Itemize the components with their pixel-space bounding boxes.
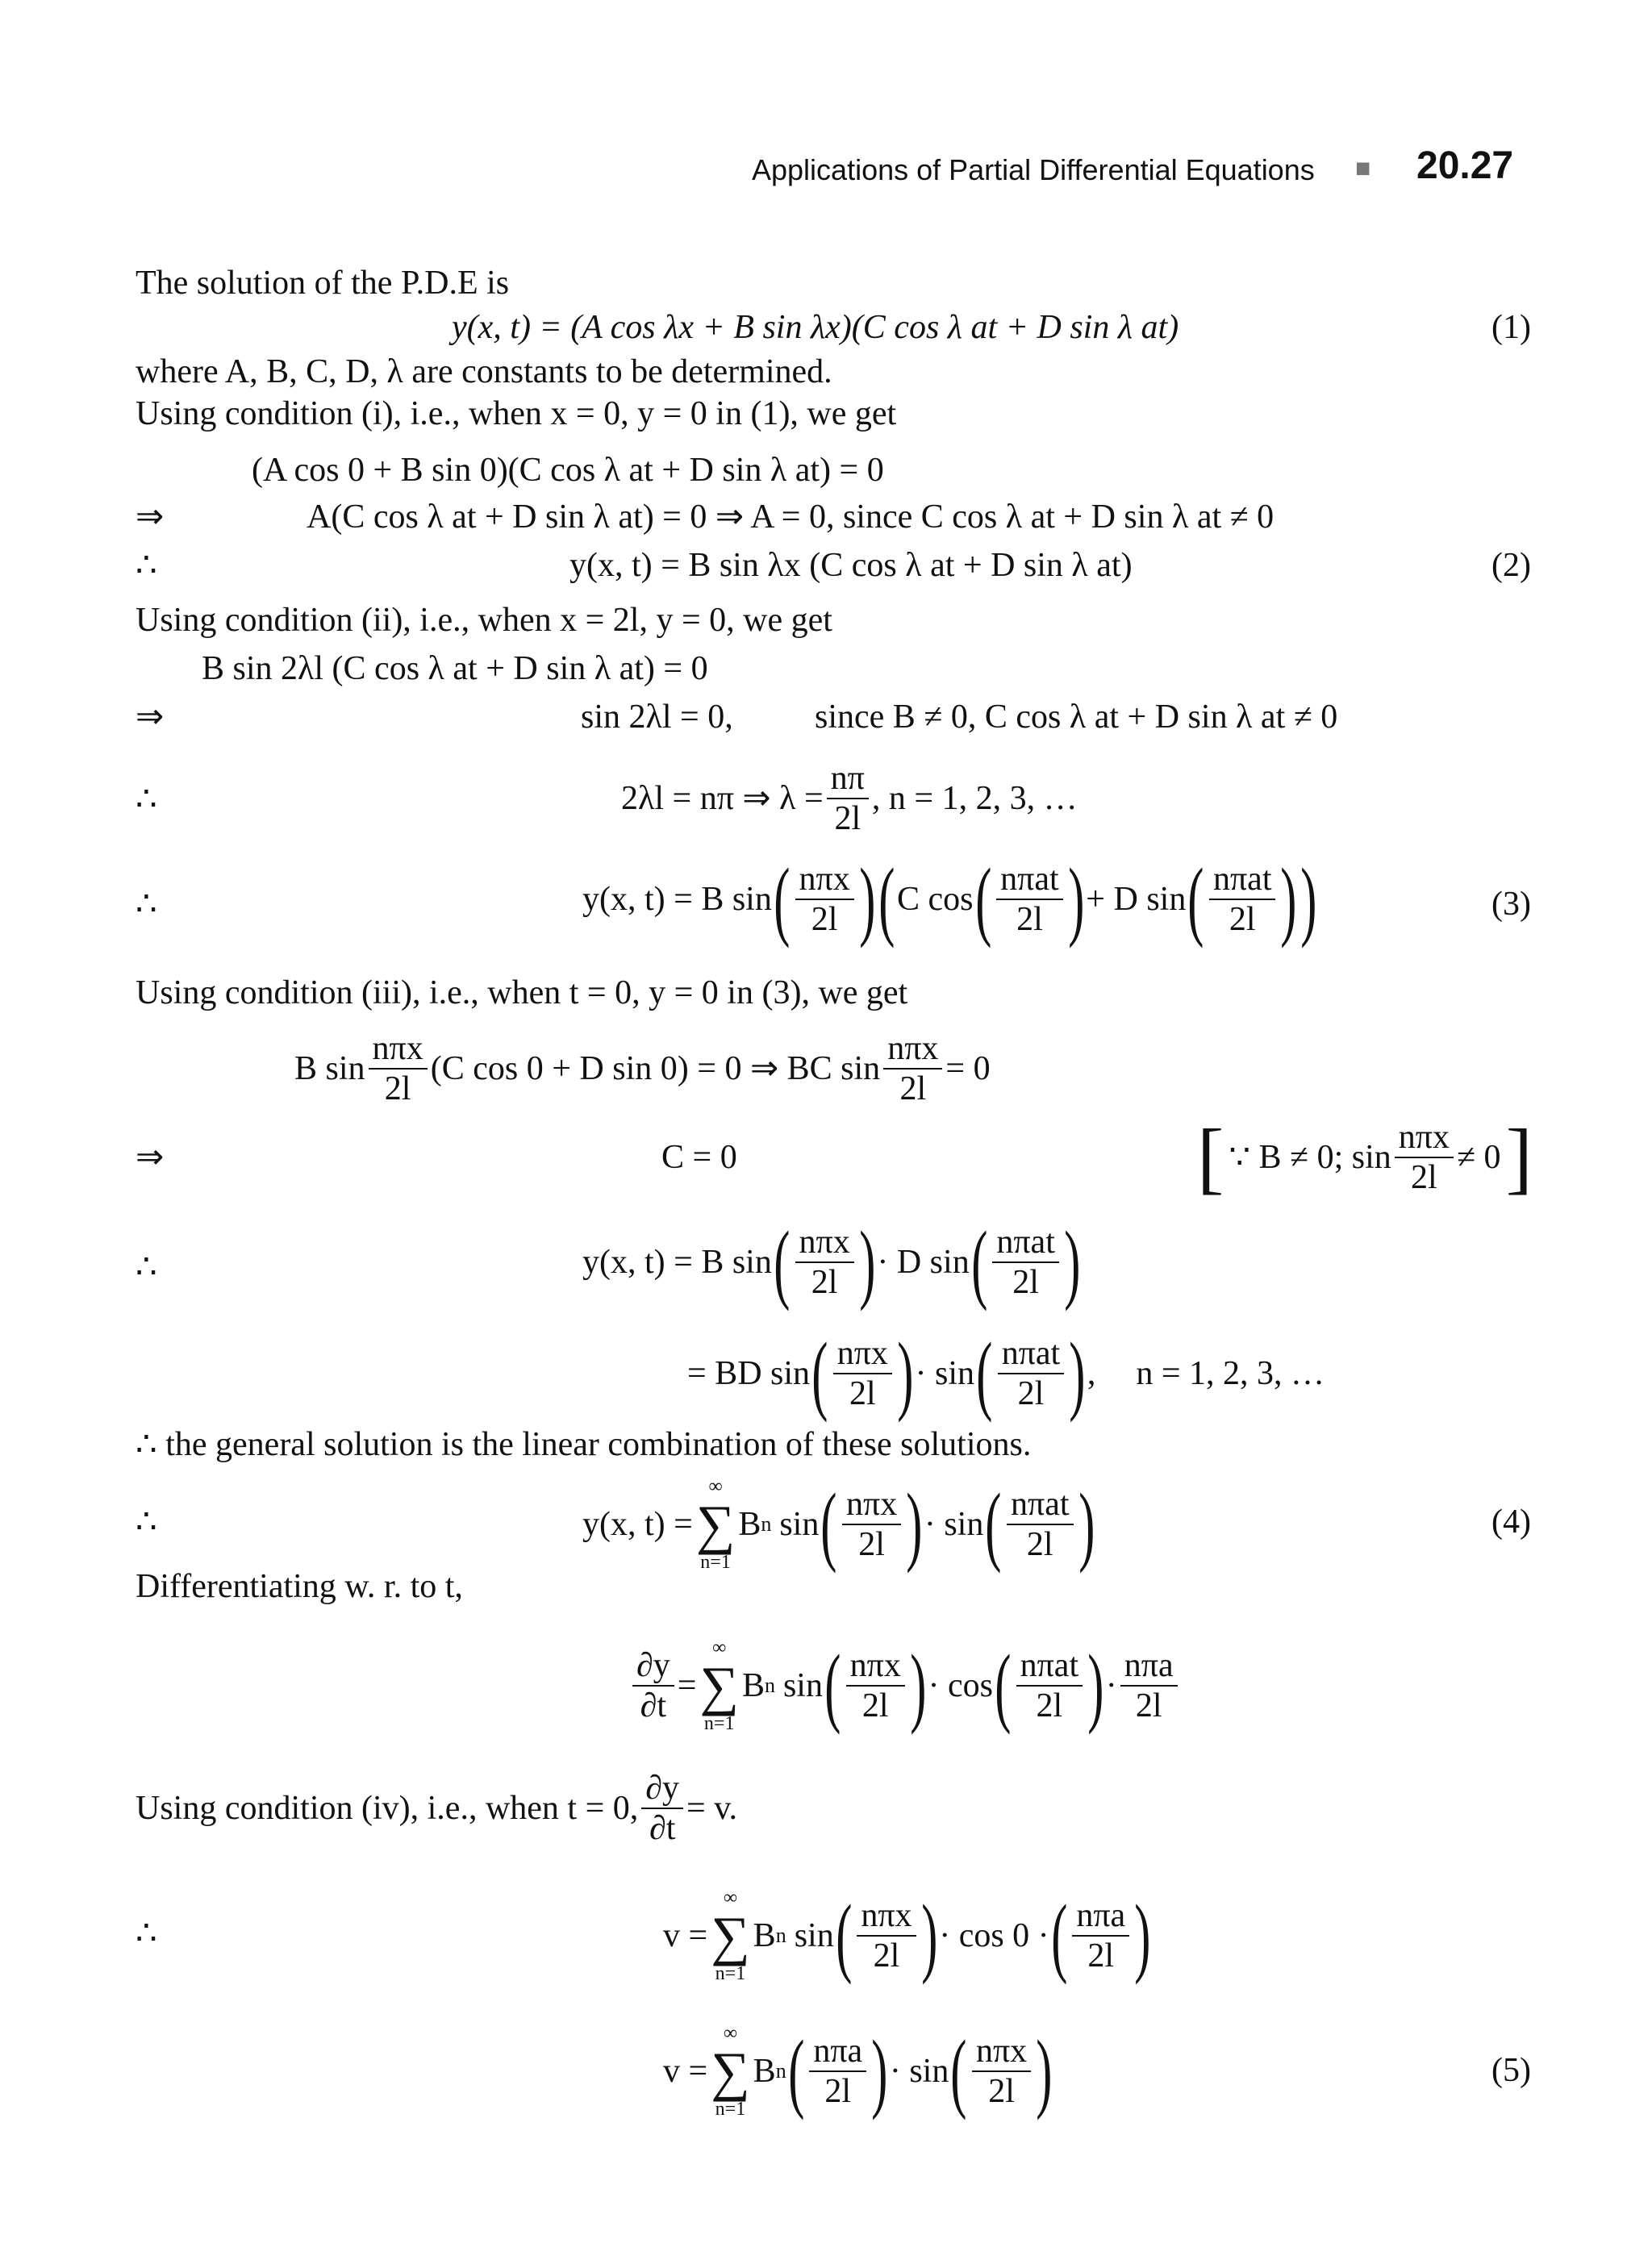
header-square-icon: ■ xyxy=(1355,153,1371,182)
term: = v. xyxy=(686,1790,738,1827)
numerator: nπx xyxy=(883,1032,942,1070)
equation-number-3: (3) xyxy=(1491,886,1531,923)
summation xyxy=(711,2023,749,2120)
condition-ii-text: Using condition (ii), i.e., when x = 2l, y = 0, we get xyxy=(136,602,832,639)
condition-iv-line xyxy=(136,1768,737,1849)
n-range: n = 1, 2, 3, … xyxy=(1136,1355,1325,1392)
fraction-npat xyxy=(998,1337,1065,1411)
term: = 0 xyxy=(945,1050,991,1087)
numerator: nπ xyxy=(827,761,869,799)
therefore-symbol: ∴ xyxy=(136,1249,157,1286)
lambda-equation xyxy=(621,754,1078,843)
lower-limit: n=1 xyxy=(700,1552,731,1573)
fraction-npx xyxy=(1395,1120,1454,1195)
term: sin xyxy=(794,1917,834,1954)
denominator: 2l xyxy=(873,1937,900,1975)
page-number: 20.27 xyxy=(1416,144,1514,187)
denominator: 2l xyxy=(1135,1687,1162,1724)
equation-1: y(x, t) = (A cos λx + B sin λx)(C cos λ at + D sin λ at) xyxy=(452,309,1179,346)
term: ≠ 0 xyxy=(1457,1139,1501,1176)
numerator: nπat xyxy=(998,1337,1065,1374)
lower-limit: n=1 xyxy=(715,2099,746,2120)
fraction-npx xyxy=(369,1032,428,1106)
fraction-npx xyxy=(833,1337,892,1411)
numerator: nπx xyxy=(857,1899,916,1937)
condition-iii-text: Using condition (iii), i.e., when t = 0, y = 0 in (3), we get xyxy=(136,974,908,1011)
numerator: nπx xyxy=(369,1032,428,1070)
denominator: 2l xyxy=(834,800,861,837)
numerator: nπx xyxy=(795,1225,854,1263)
fraction-npx xyxy=(846,1649,905,1723)
denominator: 2l xyxy=(1087,1937,1115,1975)
numerator: nπx xyxy=(795,862,854,900)
coefficient: B xyxy=(741,1667,765,1704)
implies-symbol: ⇒ xyxy=(136,498,165,536)
equals: = xyxy=(677,1667,697,1704)
lhs: y(x, t) = B sin xyxy=(582,1244,772,1281)
product-solution-bd: = BD sin ( nπx 2l ) · sin ( nπat 2l ) , n = 1, 2, 3, … xyxy=(687,1324,1325,1423)
differentiating-text: Differentiating w. r. to t, xyxy=(136,1568,463,1605)
n-range: , n = 1, 2, 3, … xyxy=(871,780,1078,817)
coefficient: B xyxy=(753,1917,776,1954)
fraction-npx xyxy=(972,2034,1031,2108)
term: C cos xyxy=(897,881,974,918)
upper-limit: ∞ xyxy=(708,1475,723,1497)
condition-iii-equation xyxy=(294,1024,991,1113)
numerator: nπat xyxy=(1209,862,1276,900)
denominator: 2l xyxy=(824,2073,852,2110)
fraction-dy-dt xyxy=(641,1771,683,1845)
numerator: nπat xyxy=(1007,1487,1074,1525)
therefore-symbol: ∴ xyxy=(136,781,157,818)
denominator: ∂t xyxy=(640,1687,667,1724)
term: · cos 0 · xyxy=(939,1917,1049,1954)
condition-i-equation: (A cos 0 + B sin 0)(C cos λ at + D sin λ at) = 0 xyxy=(252,452,884,489)
lhs: y(x, t) = B sin xyxy=(582,881,772,918)
denominator: 2l xyxy=(384,1070,411,1107)
term: ∵ B ≠ 0; sin xyxy=(1229,1139,1391,1176)
fraction-npx xyxy=(857,1899,916,1973)
equation-number-5: (5) xyxy=(1491,2052,1531,2089)
equation-3: y(x, t) = B sin ( nπx 2l ) ( C cos ( nπat 2l ) + D sin ( nπat 2l ) ) xyxy=(582,850,1317,949)
term: · sin xyxy=(924,1506,984,1543)
denominator: 2l xyxy=(1017,1375,1045,1412)
numerator: nπat xyxy=(996,862,1063,900)
fraction-npat xyxy=(1209,862,1276,936)
subscript: n xyxy=(761,1512,772,1536)
term: + D sin xyxy=(1086,881,1187,918)
comma: , xyxy=(1087,1355,1096,1392)
fraction-npa xyxy=(1072,1899,1129,1973)
upper-limit: ∞ xyxy=(712,1637,727,1658)
sigma-symbol: ∑ xyxy=(699,1655,739,1716)
general-solution-text: ∴ the general solution is the linear combination of these solutions. xyxy=(136,1426,1032,1463)
numerator: nπx xyxy=(842,1487,901,1525)
denominator: 2l xyxy=(1026,1526,1053,1563)
therefore-symbol: ∴ xyxy=(136,1915,157,1952)
denominator: 2l xyxy=(811,1264,838,1301)
therefore-symbol: ∴ xyxy=(136,547,157,584)
denominator: 2l xyxy=(1229,901,1256,938)
equation-2: y(x, t) = B sin λx (C cos λ at + D sin λ at) xyxy=(569,547,1133,584)
fraction-npat xyxy=(1007,1487,1074,1562)
fraction-npat xyxy=(996,862,1063,936)
denominator: 2l xyxy=(811,901,838,938)
sigma-symbol: ∑ xyxy=(711,1905,750,1966)
sigma-symbol: ∑ xyxy=(711,2041,750,2102)
reason-bracket: [ ∵ B ≠ 0; sin nπx 2l ≠ 0 ] xyxy=(1197,1112,1533,1202)
fraction-dy-dt xyxy=(632,1649,674,1723)
term: sin xyxy=(779,1506,820,1543)
numerator: nπa xyxy=(1072,1899,1129,1937)
lower-limit: n=1 xyxy=(703,1713,735,1734)
term: · sin xyxy=(915,1355,975,1392)
upper-limit: ∞ xyxy=(723,2022,737,2044)
numerator: nπx xyxy=(1395,1120,1454,1158)
term: = BD sin xyxy=(687,1355,811,1392)
initial-velocity-equation: v = ∞ ∑ n=1 B n sin ( nπx 2l ) · cos 0 · ( nπa 2l ) xyxy=(663,1887,1151,1985)
sin-2-lambda-l-zero: sin 2λl = 0, xyxy=(581,698,733,736)
lower-limit: n=1 xyxy=(715,1963,746,1984)
numerator: nπx xyxy=(833,1337,892,1374)
lhs: v = xyxy=(663,1917,708,1954)
denominator: 2l xyxy=(1036,1687,1063,1724)
product-solution: y(x, t) = B sin ( nπx 2l ) · D sin ( nπat 2l ) xyxy=(582,1213,1081,1311)
fraction-npx xyxy=(842,1487,901,1562)
fraction-n-pi-2l xyxy=(827,761,869,836)
lambda-lhs: 2λl = nπ ⇒ λ = xyxy=(621,780,824,817)
upper-limit: ∞ xyxy=(723,1887,737,1908)
condition-ii-equation: B sin 2λl (C cos λ at + D sin λ at) = 0 xyxy=(202,650,708,687)
implies-symbol: ⇒ xyxy=(136,698,165,736)
term: sin xyxy=(782,1667,823,1704)
summation xyxy=(711,1887,749,1985)
term: · D sin xyxy=(877,1244,970,1281)
nonzero-condition: since B ≠ 0, C cos λ at + D sin λ at ≠ 0 xyxy=(815,698,1338,736)
intro-text: The solution of the P.D.E is xyxy=(136,265,510,302)
denominator: 2l xyxy=(858,1526,885,1563)
equation-number-4: (4) xyxy=(1491,1503,1531,1541)
equation-4: y(x, t) = ∞ ∑ n=1 B n sin ( nπx 2l ) · sin ( nπat 2l ) xyxy=(582,1475,1095,1574)
implies-symbol: ⇒ xyxy=(136,1139,165,1176)
term: · cos xyxy=(928,1667,993,1704)
term: B sin xyxy=(294,1050,365,1087)
coefficient: B xyxy=(753,2053,776,2090)
denominator: 2l xyxy=(988,2073,1015,2110)
denominator: ∂t xyxy=(649,1810,676,1847)
fraction-npx xyxy=(795,1225,854,1299)
fraction-npa xyxy=(1120,1649,1178,1723)
denominator: 2l xyxy=(1012,1264,1039,1301)
condition-i-text: Using condition (i), i.e., when x = 0, y = 0 in (1), we get xyxy=(136,395,897,432)
summation xyxy=(699,1637,738,1735)
lhs: y(x, t) = xyxy=(582,1506,693,1543)
derivative-equation: $\frac{\partial y}{\partial t}$ = ∞ ∑ n=1 B n sin ( nπx 2l ) · cos ( nπat 2l ) · nπa 2l xyxy=(629,1629,1181,1742)
term: (C cos 0 + D sin 0) = 0 ⇒ BC sin xyxy=(430,1050,881,1087)
therefore-symbol: ∴ xyxy=(136,886,157,923)
fraction-npat xyxy=(1016,1649,1083,1723)
equation-number-1: (1) xyxy=(1491,309,1531,346)
sigma-symbol: ∑ xyxy=(695,1494,736,1555)
fraction-npa xyxy=(809,2034,866,2108)
equation-5: v = ∞ ∑ n=1 B n ( nπa 2l ) · sin ( nπx 2l ) xyxy=(663,2022,1053,2120)
subscript: n xyxy=(775,2059,786,2083)
denominator: 2l xyxy=(849,1375,876,1412)
running-header-title: Applications of Partial Differential Equations xyxy=(752,153,1315,186)
denominator: 2l xyxy=(1411,1159,1437,1196)
term: · sin xyxy=(889,2053,949,2090)
fraction-npat xyxy=(992,1225,1059,1299)
denominator: 2l xyxy=(899,1070,927,1107)
equation-number-2: (2) xyxy=(1491,547,1531,584)
denominator: 2l xyxy=(1016,901,1043,938)
numerator: nπat xyxy=(1016,1649,1083,1687)
constants-note: where A, B, C, D, λ are constants to be determined. xyxy=(136,353,832,390)
c-equals-zero: C = 0 xyxy=(661,1139,737,1176)
subscript: n xyxy=(764,1674,775,1697)
fraction-npx xyxy=(795,862,854,936)
numerator: nπa xyxy=(809,2034,866,2072)
numerator: nπat xyxy=(992,1225,1059,1263)
numerator: nπa xyxy=(1120,1649,1178,1687)
summation xyxy=(696,1476,735,1574)
numerator: nπx xyxy=(846,1649,905,1687)
numerator: ∂y xyxy=(632,1649,674,1687)
a-equals-zero-line: A(C cos λ at + D sin λ at) = 0 ⇒ A = 0, since C cos λ at + D sin λ at ≠ 0 xyxy=(307,498,1274,536)
fraction-npx xyxy=(883,1032,942,1106)
therefore-symbol: ∴ xyxy=(136,1503,157,1541)
denominator: 2l xyxy=(861,1687,889,1724)
numerator: ∂y xyxy=(641,1771,683,1809)
subscript: n xyxy=(775,1924,786,1947)
condition-iv-text: Using condition (iv), i.e., when t = 0, xyxy=(136,1790,639,1827)
coefficient: B xyxy=(738,1506,761,1543)
numerator: nπx xyxy=(972,2034,1031,2072)
lhs: v = xyxy=(663,2053,708,2090)
